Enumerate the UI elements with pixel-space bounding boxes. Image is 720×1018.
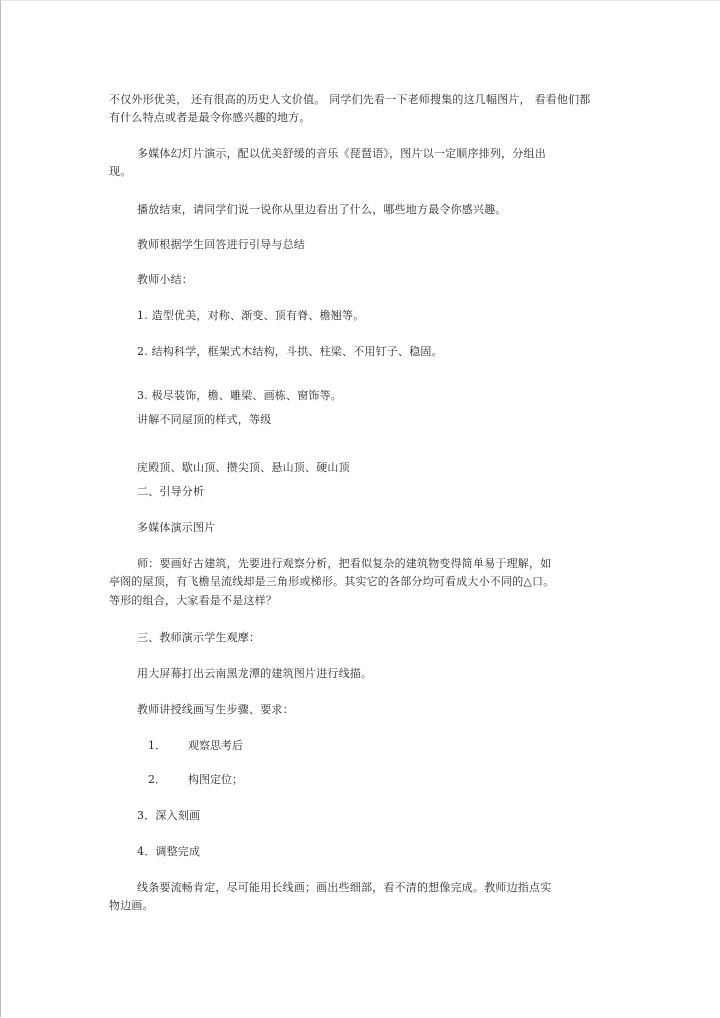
step-number: 2． bbox=[148, 773, 166, 786]
paragraph-big-screen: 用大屏幕打出云南黑龙潭的建筑图片进行线描。 bbox=[137, 667, 373, 680]
paragraph-closing-line-2: 物边画。 bbox=[109, 899, 154, 912]
paragraph-roof-styles: 讲解不同屋顶的样式，等级 bbox=[137, 413, 272, 426]
step-text bbox=[137, 809, 200, 823]
paragraph-intro-line-2: 有什么特点或者是最令你感兴趣的地方。 bbox=[109, 111, 311, 124]
paragraph-intro-line-1: 不仅外形优美， 还有很高的历史人文价值。 同学们先看一下老师搜集的这几幅图片， 看看他们都 bbox=[109, 93, 591, 106]
step-text: 构图定位； bbox=[188, 773, 243, 786]
step-text: 观察思考后 bbox=[188, 739, 243, 752]
section-heading-3: 三、教师演示学生观摩： bbox=[137, 631, 261, 644]
summary-item-3: 3. 极尽装饰，檐、雕梁、画栋、窗饰等。 bbox=[137, 389, 342, 402]
step-label: 深入刻画 bbox=[155, 809, 201, 822]
paragraph-guidance: 教师根据学生回答进行引导与总结 bbox=[137, 238, 305, 251]
paragraph-summary-heading: 教师小结： bbox=[137, 273, 193, 286]
step-number: 4． bbox=[137, 845, 156, 858]
summary-item-1: 1. 造型优美，对称、渐变、顶有脊、檐翘等。 bbox=[137, 309, 365, 322]
summary-item-2: 2. 结构科学，框架式木结构，斗拱、柱梁、不用钉子、稳固。 bbox=[137, 345, 443, 358]
step-label: 调整完成 bbox=[155, 845, 201, 858]
step-number: 1． bbox=[148, 739, 166, 752]
paragraph-teacher-line-2: 亭阁的屋顶，有飞檐呈流线却是三角形或梯形。其实它的各部分均可看成大小不同的△口。 bbox=[109, 575, 555, 588]
paragraph-slideshow-line-1: 多媒体幻灯片演示，配以优美舒缓的音乐《琵琶语》，图片以一定顺序排列，分组出 bbox=[137, 147, 546, 160]
step-text bbox=[137, 845, 200, 859]
paragraph-roof-list: 庑殿顶、歇山顶、攒尖顶、悬山顶、硬山顶 bbox=[137, 461, 350, 474]
paragraph-multimedia: 多媒体演示图片 bbox=[137, 521, 216, 534]
paragraph-discussion: 播放结束，请同学们说一说你从里边看出了什么，哪些地方最令你感兴趣。 bbox=[137, 203, 507, 216]
paragraph-teacher-line-3: 等形的组合，大家看是不是这样？ bbox=[109, 594, 277, 607]
paragraph-steps-intro: 教师讲授线画写生步骤、要求： bbox=[137, 703, 294, 716]
section-heading-2: 二、引导分析 bbox=[137, 485, 205, 498]
step-number: 3． bbox=[137, 809, 156, 822]
paragraph-slideshow-line-2: 现。 bbox=[109, 165, 132, 178]
paragraph-teacher-line-1: 师：要画好古建筑，先要进行观察分析，把看似复杂的建筑物变得简单易于理解，如 bbox=[137, 557, 552, 570]
paragraph-closing-line-1: 线条要流畅肯定，尽可能用长线画；画出些细部，看不清的想像完成。教师边指点实 bbox=[137, 881, 552, 894]
